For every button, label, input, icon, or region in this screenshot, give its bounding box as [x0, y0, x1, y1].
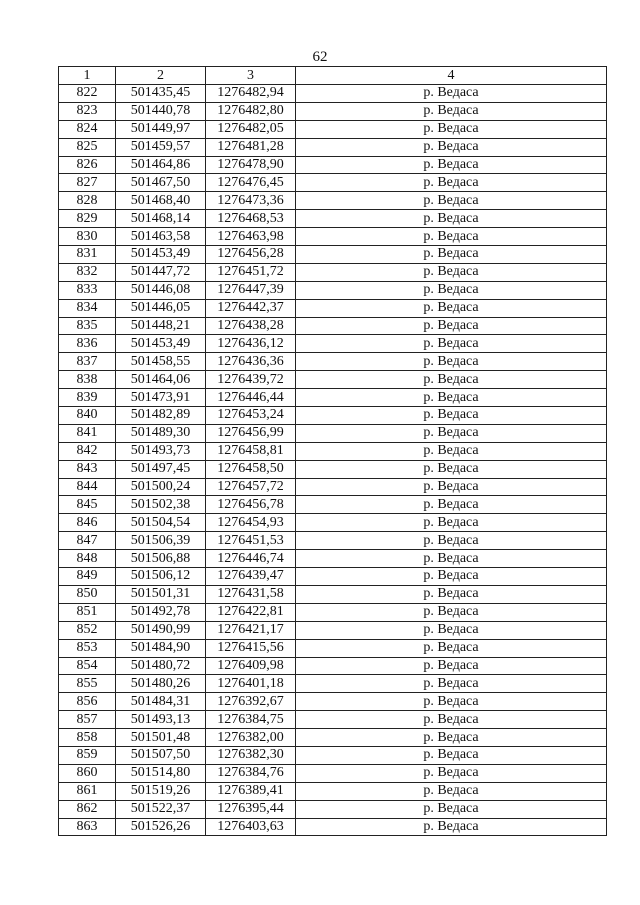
y-coordinate-cell: 1276481,28 — [206, 138, 296, 156]
point-number-cell: 825 — [59, 138, 116, 156]
y-coordinate-cell: 1276392,67 — [206, 693, 296, 711]
description-cell: р. Ведаса — [296, 532, 607, 550]
table-row — [59, 639, 607, 657]
point-number-cell: 845 — [59, 496, 116, 514]
point-number-cell: 842 — [59, 442, 116, 460]
y-coordinate-cell: 1276473,36 — [206, 192, 296, 210]
y-coordinate-cell: 1276389,41 — [206, 782, 296, 800]
description-cell: р. Ведаса — [296, 335, 607, 353]
column-header-1: 1 — [59, 67, 116, 85]
y-coordinate-cell: 1276431,58 — [206, 585, 296, 603]
y-coordinate-cell: 1276463,98 — [206, 228, 296, 246]
table-row — [59, 729, 607, 747]
description-cell: р. Ведаса — [296, 693, 607, 711]
description-cell: р. Ведаса — [296, 228, 607, 246]
x-coordinate-cell: 501480,72 — [116, 657, 206, 675]
x-coordinate-cell: 501507,50 — [116, 746, 206, 764]
point-number-cell: 824 — [59, 120, 116, 138]
y-coordinate-cell: 1276382,00 — [206, 729, 296, 747]
description-cell: р. Ведаса — [296, 603, 607, 621]
x-coordinate-cell: 501449,97 — [116, 120, 206, 138]
y-coordinate-cell: 1276446,74 — [206, 550, 296, 568]
description-cell: р. Ведаса — [296, 353, 607, 371]
table-header-row — [59, 67, 607, 85]
x-coordinate-cell: 501506,88 — [116, 550, 206, 568]
description-cell: р. Ведаса — [296, 585, 607, 603]
description-cell: р. Ведаса — [296, 729, 607, 747]
x-coordinate-cell: 501484,31 — [116, 693, 206, 711]
table-row — [59, 85, 607, 103]
table-row — [59, 657, 607, 675]
point-number-cell: 846 — [59, 514, 116, 532]
x-coordinate-cell: 501464,06 — [116, 371, 206, 389]
y-coordinate-cell: 1276438,28 — [206, 317, 296, 335]
table-row — [59, 192, 607, 210]
point-number-cell: 844 — [59, 478, 116, 496]
description-cell: р. Ведаса — [296, 299, 607, 317]
table-row — [59, 782, 607, 800]
point-number-cell: 840 — [59, 407, 116, 425]
y-coordinate-cell: 1276409,98 — [206, 657, 296, 675]
y-coordinate-cell: 1276415,56 — [206, 639, 296, 657]
point-number-cell: 838 — [59, 371, 116, 389]
point-number-cell: 830 — [59, 228, 116, 246]
point-number-cell: 831 — [59, 246, 116, 264]
description-cell: р. Ведаса — [296, 514, 607, 532]
description-cell: р. Ведаса — [296, 639, 607, 657]
x-coordinate-cell: 501497,45 — [116, 460, 206, 478]
description-cell: р. Ведаса — [296, 424, 607, 442]
point-number-cell: 858 — [59, 729, 116, 747]
point-number-cell: 850 — [59, 585, 116, 603]
description-cell: р. Ведаса — [296, 621, 607, 639]
y-coordinate-cell: 1276451,72 — [206, 263, 296, 281]
column-header-4: 4 — [296, 67, 607, 85]
table-row — [59, 585, 607, 603]
table-row — [59, 693, 607, 711]
table-row — [59, 800, 607, 818]
y-coordinate-cell: 1276422,81 — [206, 603, 296, 621]
x-coordinate-cell: 501473,91 — [116, 389, 206, 407]
description-cell: р. Ведаса — [296, 317, 607, 335]
x-coordinate-cell: 501464,86 — [116, 156, 206, 174]
x-coordinate-cell: 501459,57 — [116, 138, 206, 156]
x-coordinate-cell: 501501,31 — [116, 585, 206, 603]
description-cell: р. Ведаса — [296, 800, 607, 818]
x-coordinate-cell: 501468,14 — [116, 210, 206, 228]
point-number-cell: 859 — [59, 746, 116, 764]
y-coordinate-cell: 1276453,24 — [206, 407, 296, 425]
y-coordinate-cell: 1276468,53 — [206, 210, 296, 228]
column-header-3: 3 — [206, 67, 296, 85]
y-coordinate-cell: 1276439,72 — [206, 371, 296, 389]
y-coordinate-cell: 1276454,93 — [206, 514, 296, 532]
point-number-cell: 839 — [59, 389, 116, 407]
description-cell: р. Ведаса — [296, 478, 607, 496]
table-row — [59, 532, 607, 550]
y-coordinate-cell: 1276456,78 — [206, 496, 296, 514]
x-coordinate-cell: 501504,54 — [116, 514, 206, 532]
table-row — [59, 246, 607, 264]
table-row — [59, 407, 607, 425]
table-row — [59, 460, 607, 478]
table-row — [59, 317, 607, 335]
x-coordinate-cell: 501484,90 — [116, 639, 206, 657]
x-coordinate-cell: 501502,38 — [116, 496, 206, 514]
y-coordinate-cell: 1276478,90 — [206, 156, 296, 174]
point-number-cell: 835 — [59, 317, 116, 335]
y-coordinate-cell: 1276403,63 — [206, 818, 296, 836]
point-number-cell: 863 — [59, 818, 116, 836]
description-cell: р. Ведаса — [296, 407, 607, 425]
table-row — [59, 496, 607, 514]
point-number-cell: 849 — [59, 568, 116, 586]
point-number-cell: 827 — [59, 174, 116, 192]
description-cell: р. Ведаса — [296, 210, 607, 228]
x-coordinate-cell: 501493,73 — [116, 442, 206, 460]
y-coordinate-cell: 1276439,47 — [206, 568, 296, 586]
point-number-cell: 837 — [59, 353, 116, 371]
point-number-cell: 852 — [59, 621, 116, 639]
point-number-cell: 861 — [59, 782, 116, 800]
description-cell: р. Ведаса — [296, 746, 607, 764]
page-number: 62 — [312, 49, 328, 65]
table-row — [59, 478, 607, 496]
y-coordinate-cell: 1276421,17 — [206, 621, 296, 639]
description-cell: р. Ведаса — [296, 764, 607, 782]
table-row — [59, 281, 607, 299]
y-coordinate-cell: 1276446,44 — [206, 389, 296, 407]
table-row — [59, 138, 607, 156]
table-row — [59, 568, 607, 586]
description-cell: р. Ведаса — [296, 192, 607, 210]
x-coordinate-cell: 501506,39 — [116, 532, 206, 550]
y-coordinate-cell: 1276451,53 — [206, 532, 296, 550]
y-coordinate-cell: 1276458,50 — [206, 460, 296, 478]
y-coordinate-cell: 1276482,94 — [206, 85, 296, 103]
point-number-cell: 833 — [59, 281, 116, 299]
x-coordinate-cell: 501446,05 — [116, 299, 206, 317]
x-coordinate-cell: 501463,58 — [116, 228, 206, 246]
x-coordinate-cell: 501447,72 — [116, 263, 206, 281]
table-row — [59, 389, 607, 407]
table-row — [59, 675, 607, 693]
point-number-cell: 828 — [59, 192, 116, 210]
x-coordinate-cell: 501440,78 — [116, 102, 206, 120]
point-number-cell: 862 — [59, 800, 116, 818]
description-cell: р. Ведаса — [296, 442, 607, 460]
x-coordinate-cell: 501458,55 — [116, 353, 206, 371]
point-number-cell: 826 — [59, 156, 116, 174]
description-cell: р. Ведаса — [296, 568, 607, 586]
x-coordinate-cell: 501493,13 — [116, 711, 206, 729]
table-row — [59, 210, 607, 228]
x-coordinate-cell: 501492,78 — [116, 603, 206, 621]
table-row — [59, 550, 607, 568]
x-coordinate-cell: 501506,12 — [116, 568, 206, 586]
point-number-cell: 853 — [59, 639, 116, 657]
y-coordinate-cell: 1276436,36 — [206, 353, 296, 371]
y-coordinate-cell: 1276447,39 — [206, 281, 296, 299]
table-row — [59, 711, 607, 729]
y-coordinate-cell: 1276384,76 — [206, 764, 296, 782]
description-cell: р. Ведаса — [296, 657, 607, 675]
point-number-cell: 855 — [59, 675, 116, 693]
description-cell: р. Ведаса — [296, 263, 607, 281]
table-row — [59, 228, 607, 246]
description-cell: р. Ведаса — [296, 281, 607, 299]
point-number-cell: 848 — [59, 550, 116, 568]
description-cell: р. Ведаса — [296, 818, 607, 836]
table-row — [59, 621, 607, 639]
point-number-cell: 854 — [59, 657, 116, 675]
description-cell: р. Ведаса — [296, 460, 607, 478]
description-cell: р. Ведаса — [296, 782, 607, 800]
description-cell: р. Ведаса — [296, 120, 607, 138]
x-coordinate-cell: 501468,40 — [116, 192, 206, 210]
point-number-cell: 857 — [59, 711, 116, 729]
point-number-cell: 834 — [59, 299, 116, 317]
point-number-cell: 860 — [59, 764, 116, 782]
description-cell: р. Ведаса — [296, 85, 607, 103]
x-coordinate-cell: 501500,24 — [116, 478, 206, 496]
table-row — [59, 174, 607, 192]
column-header-2: 2 — [116, 67, 206, 85]
x-coordinate-cell: 501519,26 — [116, 782, 206, 800]
x-coordinate-cell: 501489,30 — [116, 424, 206, 442]
table-row — [59, 424, 607, 442]
description-cell: р. Ведаса — [296, 102, 607, 120]
x-coordinate-cell: 501522,37 — [116, 800, 206, 818]
y-coordinate-cell: 1276442,37 — [206, 299, 296, 317]
point-number-cell: 822 — [59, 85, 116, 103]
table-row — [59, 299, 607, 317]
description-cell: р. Ведаса — [296, 156, 607, 174]
point-number-cell: 856 — [59, 693, 116, 711]
table-row — [59, 353, 607, 371]
table-row — [59, 746, 607, 764]
description-cell: р. Ведаса — [296, 675, 607, 693]
point-number-cell: 836 — [59, 335, 116, 353]
description-cell: р. Ведаса — [296, 711, 607, 729]
table-row — [59, 120, 607, 138]
x-coordinate-cell: 501526,26 — [116, 818, 206, 836]
x-coordinate-cell: 501453,49 — [116, 246, 206, 264]
x-coordinate-cell: 501453,49 — [116, 335, 206, 353]
x-coordinate-cell: 501446,08 — [116, 281, 206, 299]
y-coordinate-cell: 1276476,45 — [206, 174, 296, 192]
table-row — [59, 818, 607, 836]
y-coordinate-cell: 1276458,81 — [206, 442, 296, 460]
y-coordinate-cell: 1276482,05 — [206, 120, 296, 138]
y-coordinate-cell: 1276456,28 — [206, 246, 296, 264]
x-coordinate-cell: 501482,89 — [116, 407, 206, 425]
y-coordinate-cell: 1276436,12 — [206, 335, 296, 353]
description-cell: р. Ведаса — [296, 174, 607, 192]
coordinates-table — [58, 66, 607, 836]
description-cell: р. Ведаса — [296, 389, 607, 407]
x-coordinate-cell: 501501,48 — [116, 729, 206, 747]
y-coordinate-cell: 1276401,18 — [206, 675, 296, 693]
x-coordinate-cell: 501435,45 — [116, 85, 206, 103]
description-cell: р. Ведаса — [296, 138, 607, 156]
point-number-cell: 851 — [59, 603, 116, 621]
y-coordinate-cell: 1276395,44 — [206, 800, 296, 818]
x-coordinate-cell: 501490,99 — [116, 621, 206, 639]
table-row — [59, 764, 607, 782]
y-coordinate-cell: 1276456,99 — [206, 424, 296, 442]
point-number-cell: 847 — [59, 532, 116, 550]
x-coordinate-cell: 501448,21 — [116, 317, 206, 335]
table-body — [59, 85, 607, 836]
description-cell: р. Ведаса — [296, 246, 607, 264]
table-row — [59, 603, 607, 621]
point-number-cell: 832 — [59, 263, 116, 281]
y-coordinate-cell: 1276482,80 — [206, 102, 296, 120]
point-number-cell: 841 — [59, 424, 116, 442]
point-number-cell: 829 — [59, 210, 116, 228]
point-number-cell: 843 — [59, 460, 116, 478]
y-coordinate-cell: 1276457,72 — [206, 478, 296, 496]
table-row — [59, 335, 607, 353]
table-row — [59, 371, 607, 389]
table-row — [59, 102, 607, 120]
description-cell: р. Ведаса — [296, 371, 607, 389]
table-row — [59, 263, 607, 281]
description-cell: р. Ведаса — [296, 496, 607, 514]
description-cell: р. Ведаса — [296, 550, 607, 568]
x-coordinate-cell: 501467,50 — [116, 174, 206, 192]
table-row — [59, 442, 607, 460]
y-coordinate-cell: 1276384,75 — [206, 711, 296, 729]
table-row — [59, 514, 607, 532]
x-coordinate-cell: 501514,80 — [116, 764, 206, 782]
y-coordinate-cell: 1276382,30 — [206, 746, 296, 764]
x-coordinate-cell: 501480,26 — [116, 675, 206, 693]
table-row — [59, 156, 607, 174]
point-number-cell: 823 — [59, 102, 116, 120]
